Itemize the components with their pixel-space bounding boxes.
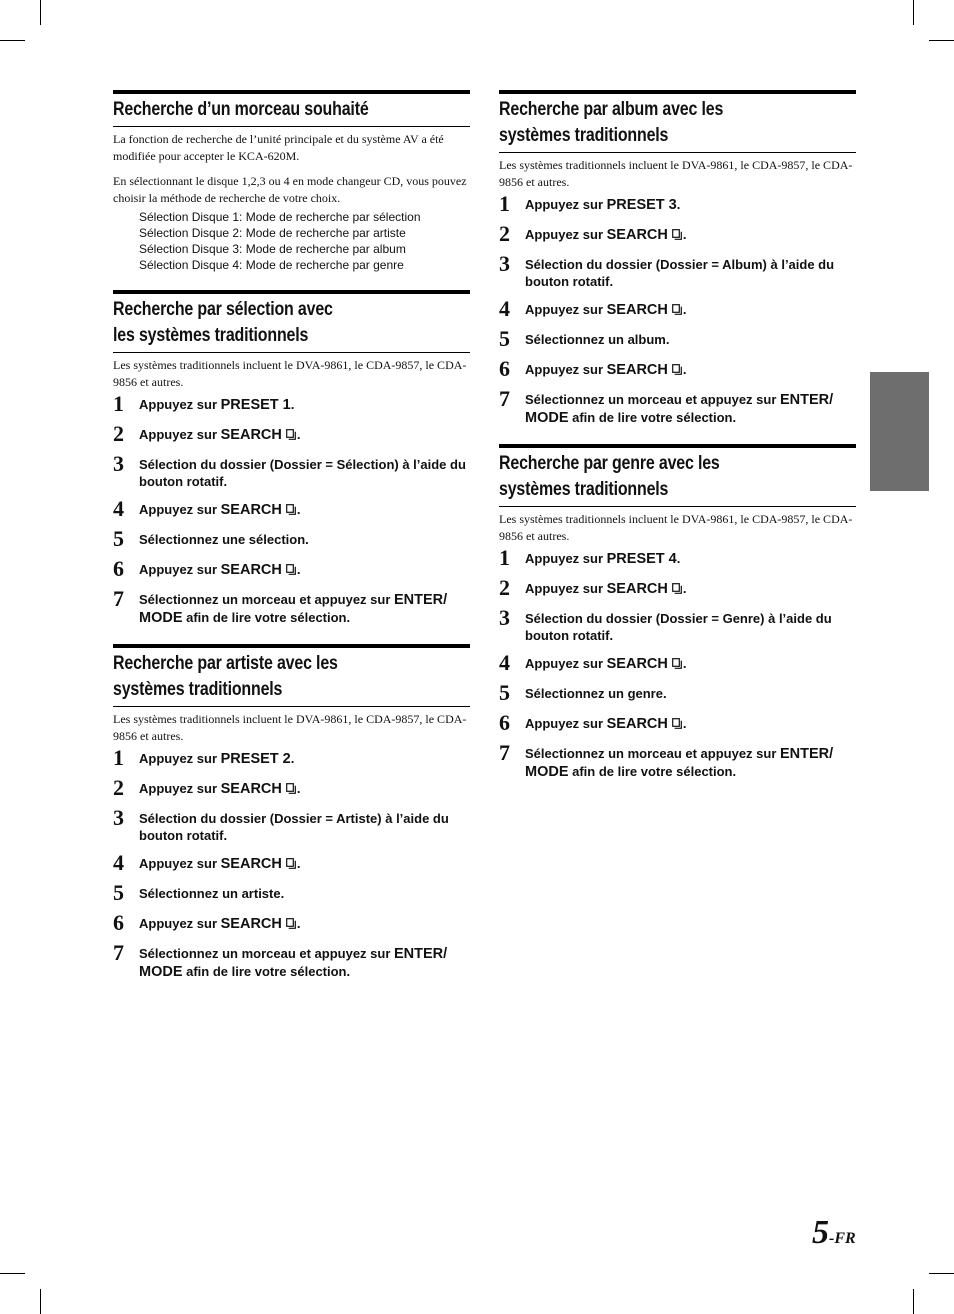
step-text	[525, 652, 686, 673]
search-button-icon	[286, 783, 296, 794]
step-instruction: Sélection du dossier (Dossier = Sélection) à l’aide du bouton rotatif.	[139, 457, 466, 489]
search-button-icon	[672, 718, 682, 729]
button-key-name: SEARCH	[606, 302, 668, 318]
search-button-icon	[286, 918, 296, 929]
step-item	[499, 742, 856, 781]
paragraph: Les systèmes traditionnels incluent le DVA-9861, le CDA-9857, le CDA-9856 et autres.	[499, 158, 853, 189]
section-title-line: systèmes traditionnels	[113, 679, 283, 700]
step-instruction: Appuyez sur	[139, 397, 221, 412]
step-instruction-tail: .	[296, 427, 301, 442]
step-number: 3	[499, 251, 510, 276]
crop-mark	[929, 1273, 954, 1274]
step-instruction: Appuyez sur	[139, 856, 221, 871]
step-instruction-tail: afin de lire votre sélection.	[568, 410, 737, 425]
step-instruction: Sélectionnez une sélection.	[139, 532, 309, 547]
disc-mode-list	[139, 209, 470, 273]
step-number: 4	[113, 496, 124, 521]
step-text	[139, 852, 300, 873]
step-item	[499, 253, 856, 290]
step-item	[499, 652, 856, 674]
button-key-name: SEARCH	[220, 427, 282, 443]
step-item	[499, 682, 856, 704]
button-key-name: MODE	[525, 410, 569, 426]
step-instruction-tail: afin de lire votre sélection.	[182, 964, 351, 979]
step-instruction-tail: .	[296, 916, 301, 931]
step-item	[113, 747, 470, 769]
step-text	[525, 742, 833, 781]
step-item	[113, 498, 470, 520]
step-instruction-tail: .	[682, 227, 687, 242]
page-number-value: 5	[812, 1214, 829, 1251]
step-instruction-tail: .	[296, 562, 301, 577]
page-language-suffix: -FR	[829, 1230, 856, 1247]
button-key-name: SEARCH	[606, 362, 668, 378]
step-instruction-tail: .	[296, 502, 301, 517]
section-title-line: systèmes traditionnels	[499, 125, 669, 146]
step-instruction: Appuyez sur	[139, 502, 221, 517]
step-instruction: Appuyez sur	[139, 562, 221, 577]
search-button-icon	[286, 858, 296, 869]
section-title: Recherche d’un morceau souhaité	[113, 99, 369, 120]
button-key-name: SEARCH	[606, 716, 668, 732]
step-number: 2	[499, 575, 510, 600]
section-heading	[499, 90, 856, 153]
step-text	[525, 388, 833, 427]
step-item	[499, 298, 856, 320]
section-heading	[113, 90, 470, 127]
search-button-icon	[672, 229, 682, 240]
section-genre	[499, 444, 856, 781]
left-column	[113, 90, 470, 998]
crop-mark	[40, 1289, 41, 1314]
step-item	[499, 712, 856, 734]
section-album	[499, 90, 856, 427]
step-number: 6	[113, 910, 124, 935]
button-key-name: SEARCH	[606, 227, 668, 243]
step-instruction: Sélectionnez un album.	[525, 332, 670, 347]
step-instruction: Appuyez sur	[525, 551, 607, 566]
step-text	[139, 777, 300, 798]
step-number: 2	[113, 775, 124, 800]
step-instruction: Appuyez sur	[525, 227, 607, 242]
step-item	[499, 388, 856, 427]
step-instruction-tail: .	[682, 656, 687, 671]
step-text	[525, 358, 686, 379]
paragraph: Les systèmes traditionnels incluent le DVA-9861, le CDA-9857, le CDA-9856 et autres.	[113, 358, 467, 389]
step-instruction-tail: .	[290, 397, 295, 412]
button-key-name: SEARCH	[220, 562, 282, 578]
step-number: 7	[499, 740, 510, 765]
step-item	[113, 453, 470, 490]
step-number: 2	[113, 421, 124, 446]
step-number: 6	[113, 556, 124, 581]
step-text	[139, 423, 300, 444]
step-number: 4	[499, 650, 510, 675]
step-text	[139, 942, 447, 981]
step-list	[499, 193, 856, 427]
search-button-icon	[286, 504, 296, 515]
step-text	[139, 912, 300, 933]
search-button-icon	[672, 304, 682, 315]
step-item	[113, 777, 470, 799]
step-number: 6	[499, 710, 510, 735]
step-text	[525, 547, 680, 568]
step-number: 3	[113, 451, 124, 476]
step-item	[499, 547, 856, 569]
search-button-icon	[286, 429, 296, 440]
step-text	[525, 712, 686, 733]
step-number: 3	[113, 805, 124, 830]
step-item	[113, 528, 470, 550]
button-key-name: PRESET 1	[220, 397, 291, 413]
paragraph: Les systèmes traditionnels incluent le DVA-9861, le CDA-9857, le CDA-9856 et autres.	[113, 712, 467, 743]
search-button-icon	[286, 564, 296, 575]
button-key-name: SEARCH	[220, 916, 282, 932]
step-list	[499, 547, 856, 781]
step-instruction: Sélectionnez un morceau et appuyez sur	[139, 592, 395, 607]
step-number: 3	[499, 605, 510, 630]
step-item	[499, 358, 856, 380]
button-key-name: SEARCH	[220, 856, 282, 872]
step-instruction: Sélectionnez un genre.	[525, 686, 667, 701]
paragraph: En sélectionnant le disque 1,2,3 ou 4 en mode changeur CD, vous pouvez choisir la méthode de recherche de votre choix.	[113, 174, 467, 205]
step-instruction: Sélection du dossier (Dossier = Artiste) à l’aide du bouton rotatif.	[139, 811, 449, 843]
list-item: Sélection Disque 4: Mode de recherche par genre	[139, 258, 404, 272]
step-item	[113, 912, 470, 934]
step-instruction: Appuyez sur	[525, 581, 607, 596]
step-number: 7	[499, 386, 510, 411]
step-number: 1	[499, 191, 510, 216]
step-item	[499, 577, 856, 599]
section-title-line: systèmes traditionnels	[499, 479, 669, 500]
step-instruction: Appuyez sur	[139, 751, 221, 766]
step-instruction: Appuyez sur	[525, 362, 607, 377]
step-text	[139, 747, 294, 768]
step-number: 4	[113, 850, 124, 875]
step-number: 5	[113, 880, 124, 905]
chapter-thumb-tab	[870, 372, 929, 491]
section-heading	[113, 290, 470, 353]
section-artist	[113, 644, 470, 981]
button-key-name: ENTER/	[780, 746, 834, 762]
list-item: Sélection Disque 1: Mode de recherche par sélection	[139, 210, 421, 224]
step-instruction: Sélectionnez un morceau et appuyez sur	[139, 946, 395, 961]
step-number: 7	[113, 940, 124, 965]
section-selection	[113, 290, 470, 627]
button-key-name: PRESET 3	[606, 197, 677, 213]
paragraph: La fonction de recherche de l’unité principale et du système AV a été modifiée pour accepter le KCA-620M.	[113, 132, 444, 163]
crop-mark	[913, 1289, 914, 1314]
step-text	[525, 682, 667, 702]
button-key-name: MODE	[139, 610, 183, 626]
step-text	[139, 528, 309, 548]
step-text	[139, 453, 470, 490]
list-item: Sélection Disque 2: Mode de recherche par artiste	[139, 226, 406, 240]
list-item: Sélection Disque 3: Mode de recherche par album	[139, 242, 406, 256]
page-number	[812, 1214, 856, 1252]
step-instruction-tail: .	[676, 551, 681, 566]
step-number: 4	[499, 296, 510, 321]
search-button-icon	[672, 364, 682, 375]
step-instruction-tail: .	[676, 197, 681, 212]
step-instruction: Appuyez sur	[525, 302, 607, 317]
step-text	[139, 393, 294, 414]
step-instruction: Appuyez sur	[139, 916, 221, 931]
button-key-name: MODE	[139, 964, 183, 980]
button-key-name: ENTER/	[780, 392, 834, 408]
button-key-name: SEARCH	[220, 502, 282, 518]
crop-mark	[929, 40, 954, 41]
step-number: 5	[113, 526, 124, 551]
crop-mark	[40, 0, 41, 25]
button-key-name: ENTER/	[394, 592, 448, 608]
section-heading	[113, 644, 470, 707]
step-text	[139, 807, 470, 844]
step-instruction: Appuyez sur	[525, 656, 607, 671]
step-instruction-tail: afin de lire votre sélection.	[182, 610, 351, 625]
section-title-line: Recherche par genre avec les	[499, 453, 720, 474]
step-number: 5	[499, 680, 510, 705]
section-title-line: Recherche par sélection avec	[113, 299, 333, 320]
button-key-name: SEARCH	[606, 581, 668, 597]
step-item	[499, 607, 856, 644]
step-text	[139, 588, 447, 627]
step-instruction-tail: .	[296, 856, 301, 871]
step-text	[139, 558, 300, 579]
button-key-name: PRESET 4	[606, 551, 677, 567]
step-number: 1	[113, 745, 124, 770]
section-title-line: Recherche par album avec les	[499, 99, 724, 120]
step-text	[525, 298, 686, 319]
crop-mark	[913, 0, 914, 25]
search-button-icon	[672, 658, 682, 669]
step-text	[525, 193, 680, 214]
step-instruction-tail: .	[296, 781, 301, 796]
step-instruction-tail: .	[290, 751, 295, 766]
right-column	[499, 90, 856, 798]
step-text	[525, 328, 669, 348]
step-text	[525, 223, 686, 244]
step-list	[113, 747, 470, 981]
step-number: 6	[499, 356, 510, 381]
step-text	[139, 882, 284, 902]
step-instruction: Appuyez sur	[139, 427, 221, 442]
step-text	[525, 607, 856, 644]
step-text	[139, 498, 300, 519]
crop-mark	[0, 1273, 25, 1274]
step-item	[113, 393, 470, 415]
step-instruction: Sélection du dossier (Dossier = Genre) à l’aide du bouton rotatif.	[525, 611, 832, 643]
search-button-icon	[672, 583, 682, 594]
crop-mark	[0, 40, 25, 41]
button-key-name: MODE	[525, 764, 569, 780]
button-key-name: SEARCH	[220, 781, 282, 797]
step-instruction: Appuyez sur	[525, 197, 607, 212]
step-item	[113, 882, 470, 904]
step-instruction-tail: .	[682, 302, 687, 317]
step-item	[499, 328, 856, 350]
step-instruction-tail: .	[682, 362, 687, 377]
step-instruction-tail: afin de lire votre sélection.	[568, 764, 737, 779]
step-item	[113, 852, 470, 874]
step-item	[113, 588, 470, 627]
step-item	[113, 423, 470, 445]
step-instruction: Appuyez sur	[525, 716, 607, 731]
step-item	[499, 223, 856, 245]
step-instruction: Sélectionnez un morceau et appuyez sur	[525, 392, 781, 407]
step-item	[113, 558, 470, 580]
step-number: 1	[499, 545, 510, 570]
button-key-name: ENTER/	[394, 946, 448, 962]
step-instruction-tail: .	[682, 716, 687, 731]
section-title-line: les systèmes traditionnels	[113, 325, 309, 346]
step-instruction: Sélectionnez un morceau et appuyez sur	[525, 746, 781, 761]
step-number: 5	[499, 326, 510, 351]
step-instruction: Appuyez sur	[139, 781, 221, 796]
button-key-name: SEARCH	[606, 656, 668, 672]
step-item	[113, 807, 470, 844]
step-item	[113, 942, 470, 981]
section-search-track	[113, 90, 470, 273]
step-text	[525, 577, 686, 598]
step-list	[113, 393, 470, 627]
step-item	[499, 193, 856, 215]
step-instruction: Sélectionnez un artiste.	[139, 886, 285, 901]
section-title-line: Recherche par artiste avec les	[113, 653, 338, 674]
step-instruction: Sélection du dossier (Dossier = Album) à l’aide du bouton rotatif.	[525, 257, 835, 289]
step-number: 1	[113, 391, 124, 416]
step-instruction-tail: .	[682, 581, 687, 596]
step-number: 2	[499, 221, 510, 246]
step-text	[525, 253, 856, 290]
step-number: 7	[113, 586, 124, 611]
button-key-name: PRESET 2	[220, 751, 291, 767]
paragraph: Les systèmes traditionnels incluent le DVA-9861, le CDA-9857, le CDA-9856 et autres.	[499, 512, 853, 543]
section-heading	[499, 444, 856, 507]
